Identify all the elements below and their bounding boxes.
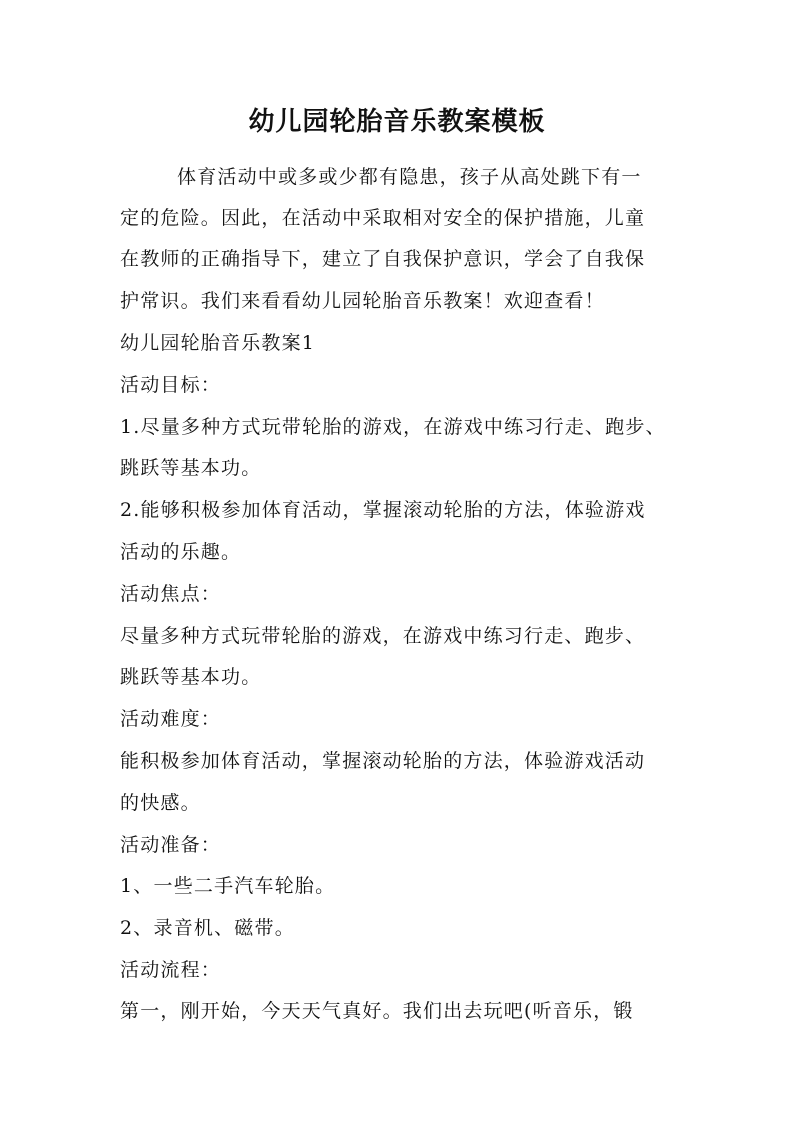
- paragraph-line: 跳跃等基本功。: [120, 666, 262, 688]
- paragraph-line: 在教师的正确指导下，建立了自我保护意识，学会了自我保: [120, 248, 646, 270]
- subheading: 活动难度：: [120, 708, 222, 730]
- list-item: 2、录音机、磁带。: [120, 917, 295, 939]
- section-heading: 幼儿园轮胎音乐教案1: [120, 332, 316, 354]
- document-title: 幼儿园轮胎音乐教案模板: [248, 107, 546, 137]
- paragraph-line: 活动的乐趣。: [120, 541, 242, 563]
- paragraph-line: 体育活动中或多或少都有隐患，孩子从高处跳下有一: [177, 166, 642, 188]
- paragraph-line: 能积极参加体育活动，掌握滚动轮胎的方法，体验游戏活动: [120, 750, 646, 772]
- paragraph-line: 1.尽量多种方式玩带轮胎的游戏，在游戏中练习行走、跑步、: [120, 416, 666, 438]
- subheading: 活动流程：: [120, 959, 222, 981]
- paragraph-line: 第一，刚开始，今天天气真好。我们出去玩吧(听音乐，锻: [120, 1000, 634, 1022]
- subheading: 活动目标：: [120, 374, 222, 396]
- paragraph-line: 尽量多种方式玩带轮胎的游戏，在游戏中练习行走、跑步、: [120, 625, 646, 647]
- subheading: 活动焦点：: [120, 583, 222, 605]
- paragraph-line: 2.能够积极参加体育活动，掌握滚动轮胎的方法，体验游戏: [120, 499, 646, 521]
- paragraph-line: 护常识。我们来看看幼儿园轮胎音乐教案！欢迎查看！: [120, 290, 605, 312]
- subheading: 活动准备：: [120, 834, 222, 856]
- paragraph-line: 的快感。: [120, 792, 201, 814]
- paragraph-line: 跳跃等基本功。: [120, 457, 262, 479]
- list-item: 1、一些二手汽车轮胎。: [120, 875, 336, 897]
- paragraph-line: 定的危险。因此，在活动中采取相对安全的保护措施，儿童: [120, 207, 646, 229]
